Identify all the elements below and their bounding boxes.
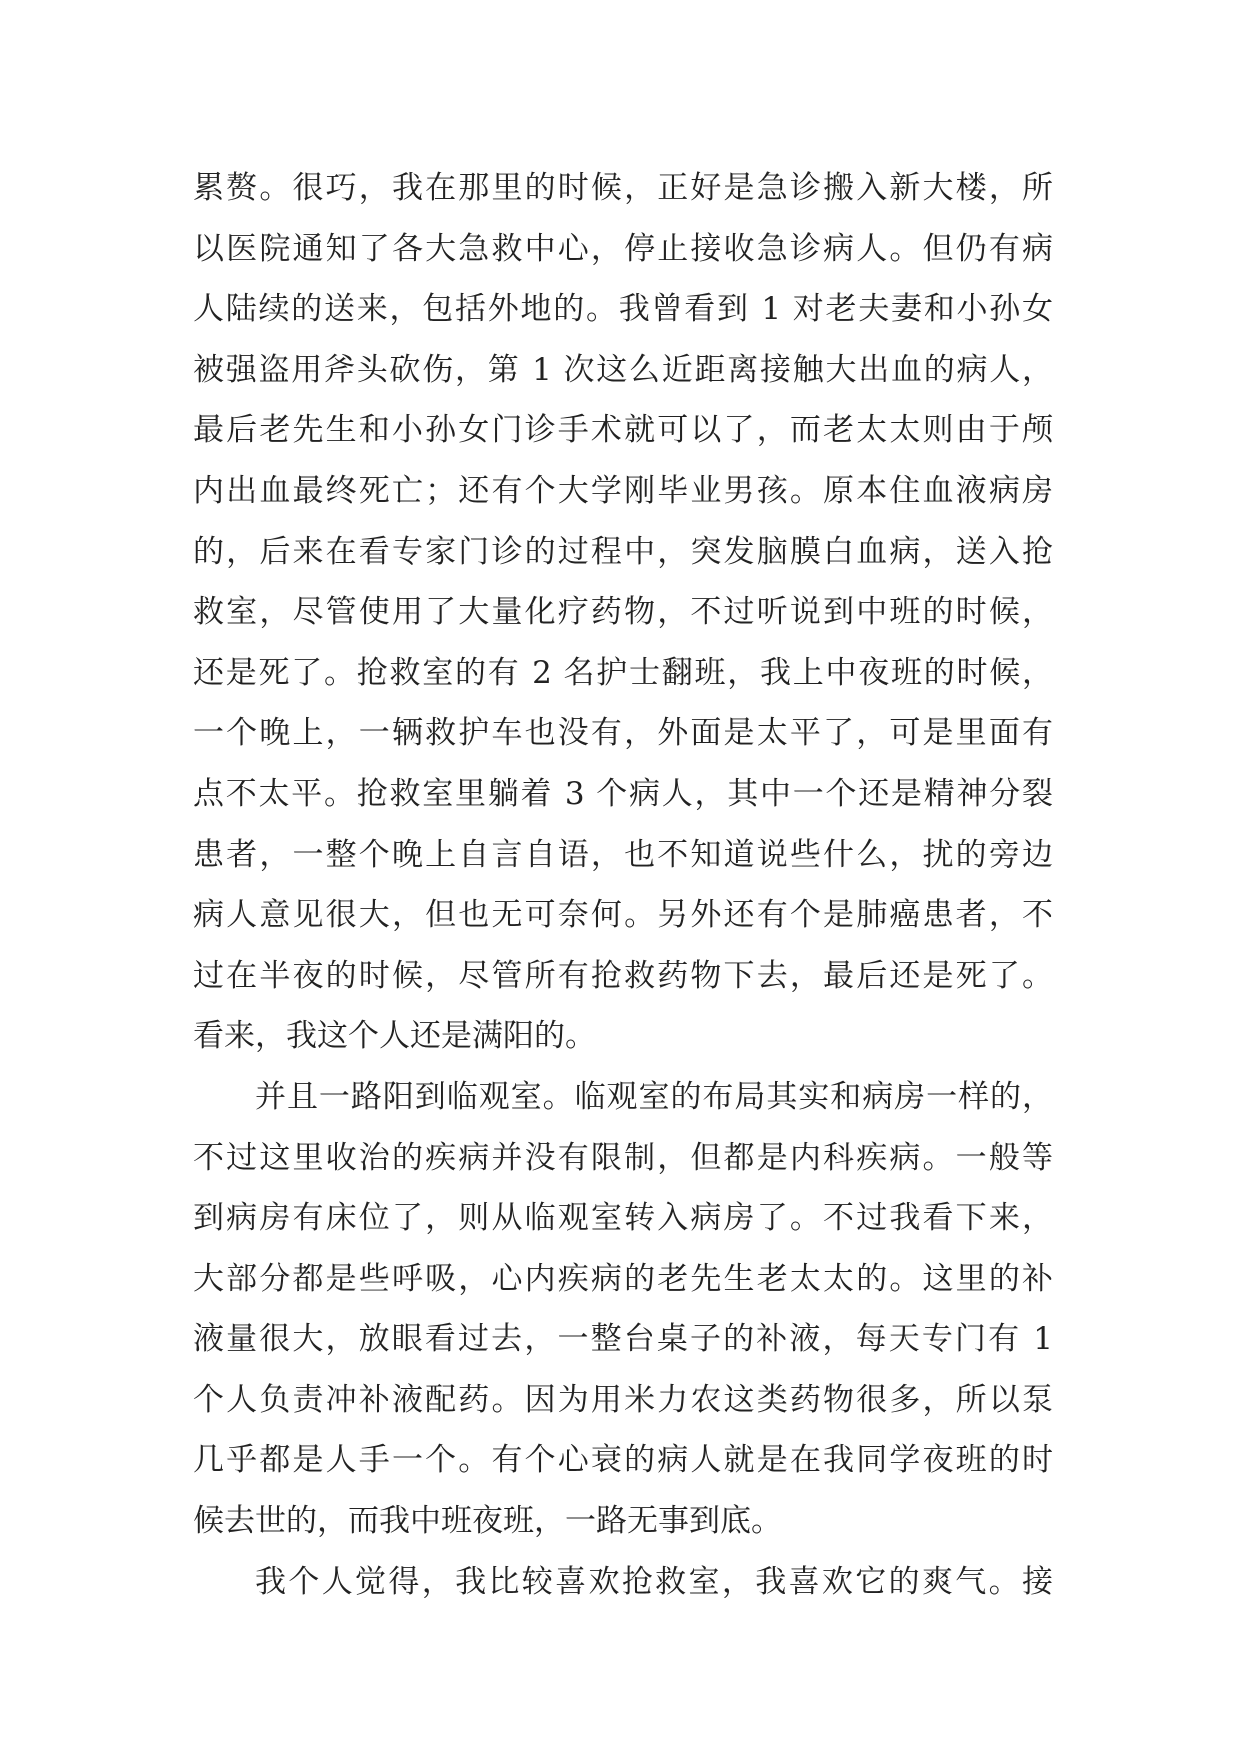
text-line: 人陆续的送来，包括外地的。我曾看到 1 对老夫妻和小孙女 (193, 291, 1053, 328)
text-line: 的，后来在看专家门诊的过程中，突发脑膜白血病，送入抢 (193, 533, 1053, 570)
text-line: 病人意见很大，但也无可奈何。另外还有个是肺癌患者，不 (193, 897, 1053, 934)
text-line: 过在半夜的时候，尽管所有抢救药物下去，最后还是死了。 (193, 957, 1053, 994)
text-line: 大部分都是些呼吸，心内疾病的老先生老太太的。这里的补 (193, 1260, 1053, 1297)
text-line: 点不太平。抢救室里躺着 3 个病人，其中一个还是精神分裂 (193, 775, 1053, 812)
text-line: 并且一路阳到临观室。临观室的布局其实和病房一样的， (255, 1078, 1053, 1115)
text-line: 以医院通知了各大急救中心，停止接收急诊病人。但仍有病 (193, 230, 1053, 267)
text-line: 一个晚上，一辆救护车也没有，外面是太平了，可是里面有 (193, 715, 1053, 752)
text-line: 个人负责冲补液配药。因为用米力农这类药物很多，所以泵 (193, 1381, 1053, 1418)
text-line: 候去世的，而我中班夜班，一路无事到底。 (193, 1503, 782, 1540)
text-line: 内出血最终死亡；还有个大学刚毕业男孩。原本住血液病房 (193, 472, 1053, 509)
text-line: 累赘。很巧，我在那里的时候，正好是急诊搬入新大楼，所 (193, 170, 1053, 206)
text-line: 患者，一整个晚上自言自语，也不知道说些什么，扰的旁边 (193, 836, 1053, 873)
text-line: 还是死了。抢救室的有 2 名护士翻班，我上中夜班的时候， (193, 654, 1053, 691)
text-line: 我个人觉得，我比较喜欢抢救室，我喜欢它的爽气。接 (255, 1563, 1053, 1600)
text-line: 救室，尽管使用了大量化疗药物，不过听说到中班的时候， (193, 594, 1053, 631)
text-line: 到病房有床位了，则从临观室转入病房了。不过我看下来， (193, 1200, 1053, 1237)
text-line: 看来，我这个人还是满阳的。 (193, 1018, 596, 1055)
text-line: 不过这里收治的疾病并没有限制，但都是内科疾病。一般等 (193, 1139, 1053, 1176)
body-text (193, 158, 1053, 1612)
text-line: 最后老先生和小孙女门诊手术就可以了，而老太太则由于颅 (193, 412, 1053, 449)
text-line: 液量很大，放眼看过去，一整台桌子的补液，每天专门有 1 (193, 1321, 1053, 1358)
text-line: 几乎都是人手一个。有个心衰的病人就是在我同学夜班的时 (193, 1442, 1053, 1479)
text-line: 被强盗用斧头砍伤，第 1 次这么近距离接触大出血的病人， (193, 351, 1053, 388)
